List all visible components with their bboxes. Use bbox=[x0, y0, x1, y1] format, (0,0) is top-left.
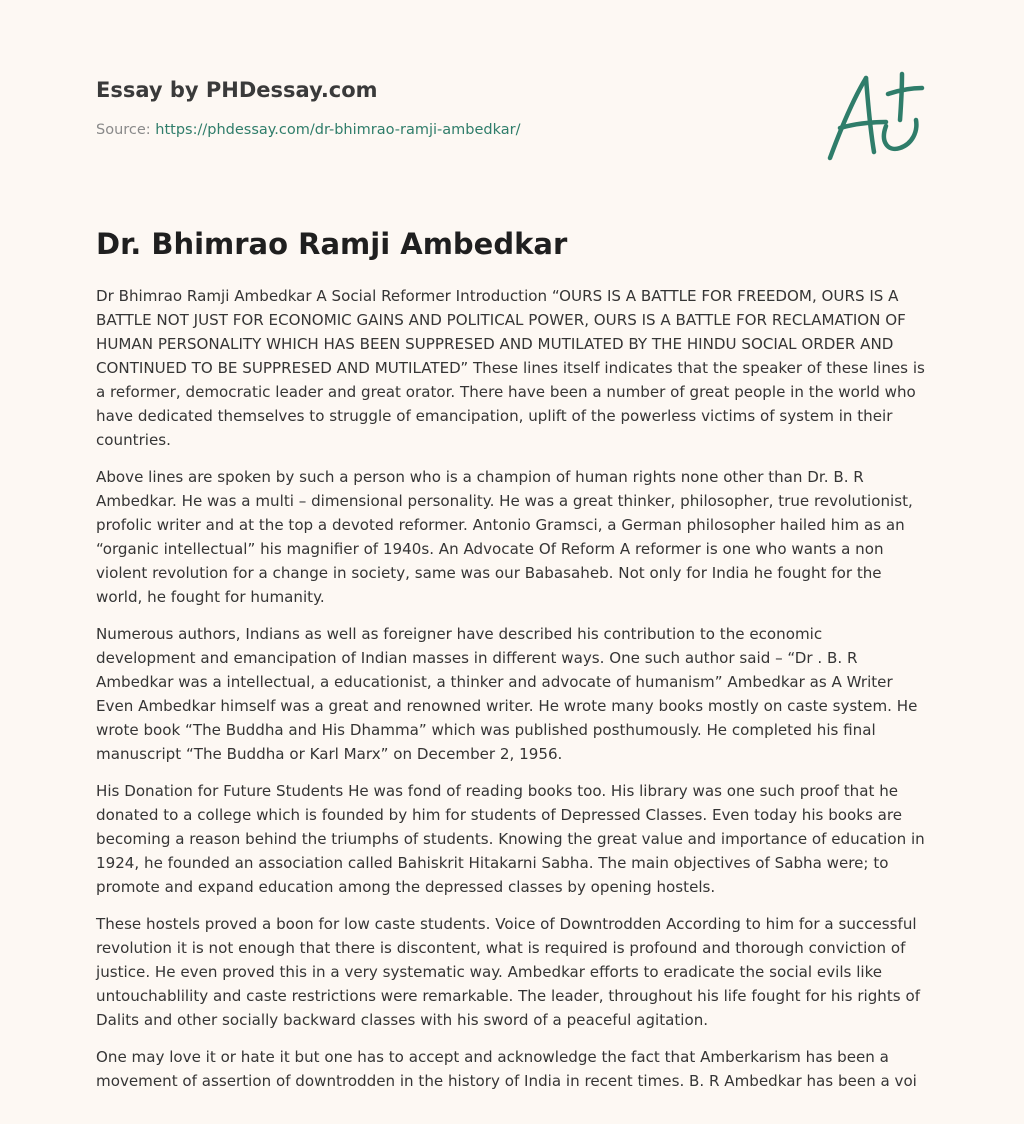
essay-paragraph: One may love it or hate it but one has to accept and acknowledge the fact that Amberkarism has been a movement of assertion of downtrodden in the history of India in recent times. B. R Ambedkar has been a voi bbox=[96, 1048, 917, 1090]
site-title: Essay by PHDessay.com bbox=[96, 78, 378, 102]
essay-paragraph: Numerous authors, Indians as well as foreigner have described his contribution to the economic development and emancipation of Indian masses in different ways. One such author said – “Dr . B. R Ambedkar was a intellectual, a educationist, a thinker and advocate of humanism” Ambedkar as A Writer Even Ambedkar himself was a great and renowned writer. He wrote many books mostly on caste system. He wrote book “The Buddha and His Dhamma” which was published posthumously. He completed his final manuscript “The Buddha or Karl Marx” on December 2, 1956. bbox=[96, 625, 918, 763]
essay-paragraph: These hostels proved a boon for low caste students. Voice of Downtrodden According to him for a successful revolution it is not enough that there is discontent, what is required is profound and thorough conviction of justice. He even proved this in a very systematic way. Ambedkar efforts to eradicate the social evils like untouchablility and caste restrictions were remarkable. The leader, throughout his life fought for his rights of Dalits and other socially backward classes with his sword of a peaceful agitation. bbox=[96, 915, 921, 1029]
essay-paragraph: Above lines are spoken by such a person who is a champion of human rights none other than Dr. B. R Ambedkar. He was a multi – dimensional personality. He was a great thinker, philosopher, true revolutionist, profolic writer and at the top a devoted reformer. Antonio Gramsci, a German philosopher hailed him as an “organic intellectual” his magnifier of 1940s. An Advocate Of Reform A reformer is one who wants a non violent revolution for a change in society, same was our Babasaheb. Not only for India he fought for the world, he fought for humanity. bbox=[96, 468, 913, 606]
source-link[interactable]: https://phdessay.com/dr-bhimrao-ramji-ambedkar/ bbox=[155, 122, 521, 138]
essay-paragraph: His Donation for Future Students He was fond of reading books too. His library was one such proof that he donated to a college which is founded by him for students of Depressed Classes. Even today his books are becoming a reason behind the triumphs of students. Knowing the great value and importance of education in 1924, he founded an association called Bahiskrit Hitakarni Sabha. The main objectives of Sabha were; to promote and expand education among the depressed classes by opening hostels. bbox=[96, 782, 925, 896]
source-line bbox=[96, 122, 520, 138]
a-plus-logo bbox=[822, 66, 928, 166]
a-plus-logo-icon bbox=[822, 66, 928, 166]
essay-title: Dr. Bhimrao Ramji Ambedkar bbox=[96, 227, 568, 261]
page-header bbox=[96, 76, 796, 138]
essay-body bbox=[96, 284, 926, 1106]
essay-paragraph: Dr Bhimrao Ramji Ambedkar A Social Reformer Introduction “OURS IS A BATTLE FOR FREEDOM, OURS IS A BATTLE NOT JUST FOR ECONOMIC GAINS AND POLITICAL POWER, OURS IS A BATTLE FOR RECLAMATION OF HUMAN PERSONALITY WHICH HAS BEEN SUPPRESED AND MUTILATED BY THE HINDU SOCIAL ORDER AND CONTINUED TO BE SUPPRESED AND MUTILATED” These lines itself indicates that the speaker of these lines is a reformer, democratic leader and great orator. There have been a number of great people in the world who have dedicated themselves to struggle of emancipation, uplift of the powerless victims of system in their countries. bbox=[96, 287, 925, 449]
source-label: Source: bbox=[96, 122, 151, 138]
